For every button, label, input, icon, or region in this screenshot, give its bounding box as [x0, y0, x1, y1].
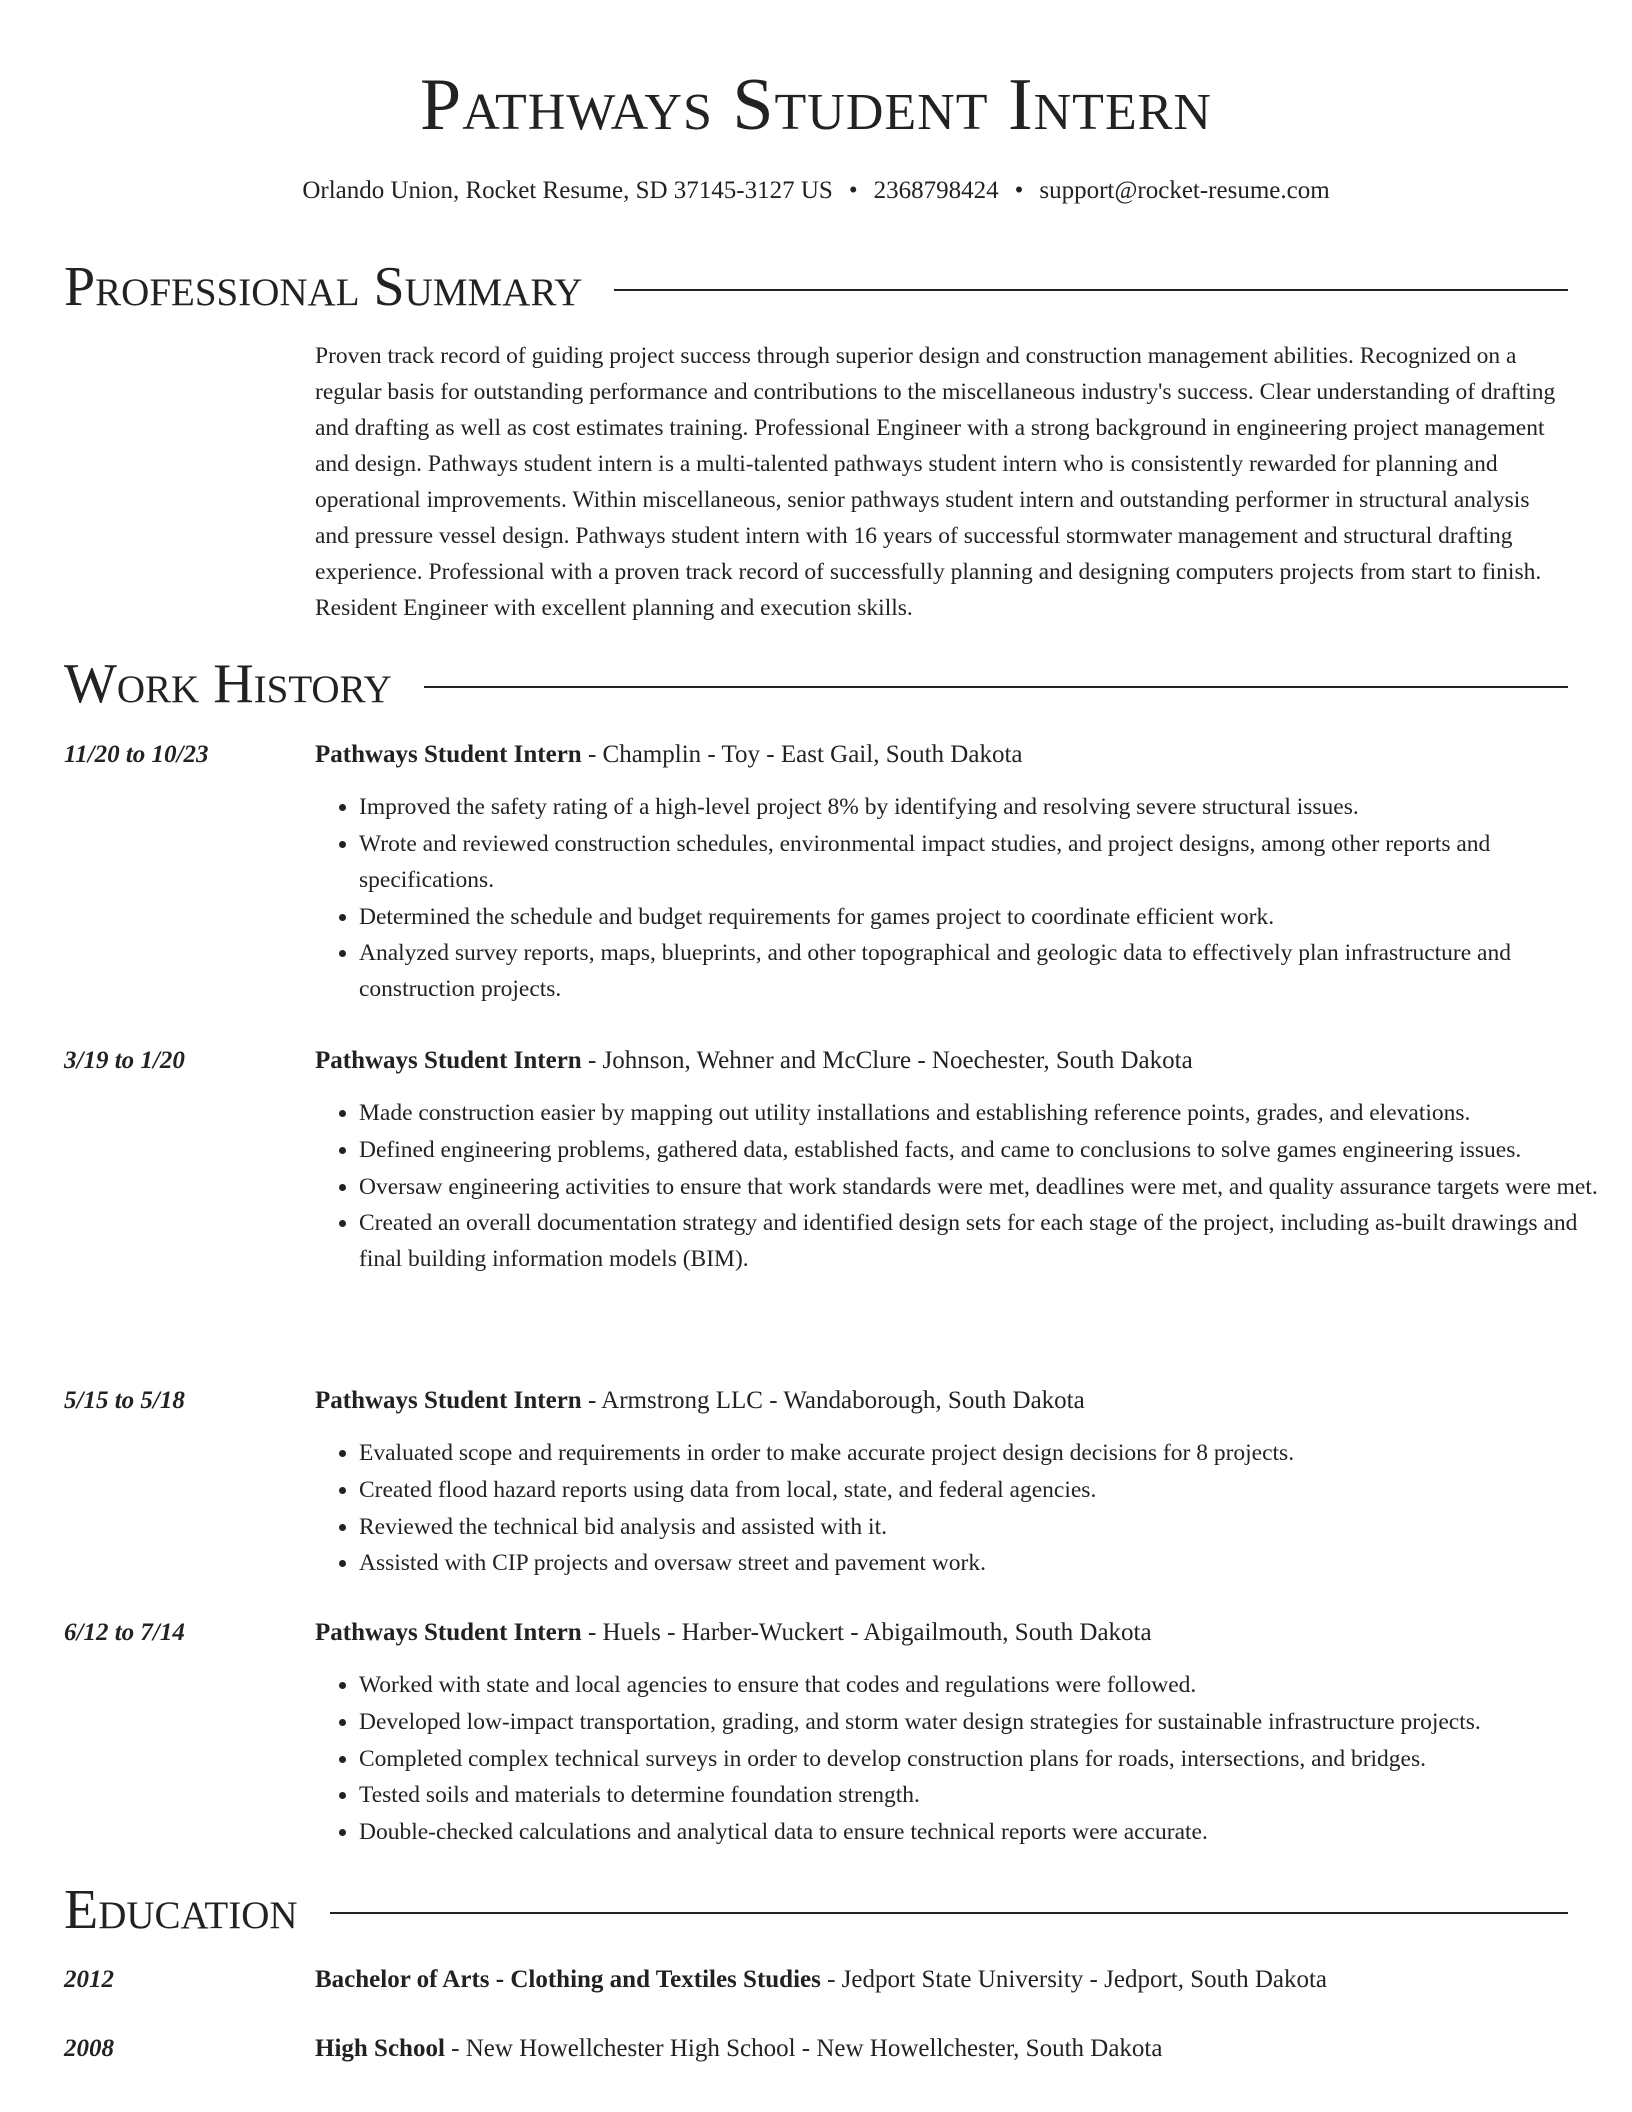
education-section-title: Education [64, 1879, 298, 1941]
job-title: Pathways Student Intern [315, 1387, 582, 1414]
education-details: - New Howellchester High School - New Howellchester, South Dakota [444, 2035, 1163, 2062]
education-degree: High School [315, 2035, 445, 2062]
job-bullet: • Improved the safety rating of a high-level project 8% by identifying and resolving severe structural issues. [359, 789, 1612, 825]
contact-line [0, 175, 1632, 207]
job-bullets [315, 789, 1612, 1008]
job-bullet: • Developed low-impact transportation, grading, and storm water design strategies for sustainable infrastructure projects. [359, 1704, 1612, 1740]
job-details: - Huels - Harber-Wuckert - Abigailmouth, South Dakota [581, 1619, 1152, 1646]
contact-email: support@rocket-resume.com [1039, 177, 1330, 204]
job-bullet: • Tested soils and materials to determine foundation strength. [359, 1777, 1612, 1813]
section-divider [424, 686, 1568, 688]
job-bullet: • Oversaw engineering activities to ensure that work standards were met, deadlines were met, and quality assurance targets were met. [359, 1169, 1612, 1205]
summary-text: Proven track record of guiding project success through superior design and construction management abilities. Recognized on a regular basis for outstanding performance and contributions to the miscellaneous industry's success. Clear understanding of drafting and drafting as well as cost estimates training. Professional Engineer with a strong background in engineering project management and design. Pathways student intern is a multi-talented pathways student intern who is consistently rewarded for planning and operational improvements. Within miscellaneous, senior pathways student intern and outstanding performer in structural analysis and pressure vessel design. Pathways student intern with 16 years of successful stormwater management and structural drafting experience. Professional with a proven track record of successfully planning and designing computers projects from start to finish. Resident Engineer with excellent planning and execution skills. [315, 343, 1556, 621]
job-bullet: • Double-checked calculations and analytical data to ensure technical reports were accurate. [359, 1814, 1612, 1850]
job-heading [315, 1383, 1568, 1419]
job-bullets [315, 1095, 1612, 1278]
job-bullet: • Evaluated scope and requirements in order to make accurate project design decisions for 8 projects. [359, 1435, 1612, 1471]
job-bullet: • Assisted with CIP projects and oversaw street and pavement work. [359, 1545, 1612, 1581]
summary-section-header [64, 252, 1568, 322]
contact-address: Orlando Union, Rocket Resume, SD 37145-3127 US [302, 177, 833, 204]
education-details: - Jedport State University - Jedport, South Dakota [820, 1966, 1328, 1993]
job-title: Pathways Student Intern [315, 741, 582, 768]
section-divider [614, 289, 1568, 291]
job-details: - Champlin - Toy - East Gail, South Dakota [581, 741, 1023, 768]
summary-section-title: Professional Summary [64, 256, 583, 318]
education-year: 2008 [64, 2035, 114, 2062]
job-heading [315, 1043, 1568, 1079]
job-details: - Johnson, Wehner and McClure - Noechester, South Dakota [581, 1047, 1193, 1074]
job-bullet: • Determined the schedule and budget requirements for games project to coordinate efficient work. [359, 899, 1612, 935]
education-heading [315, 1962, 1568, 1998]
education-degree: Bachelor of Arts - Clothing and Textiles Studies [315, 1966, 821, 1993]
job-bullet: • Created an overall documentation strategy and identified design sets for each stage of the project, including as-built drawings and final building information models (BIM). [359, 1205, 1612, 1277]
job-bullet: • Analyzed survey reports, maps, blueprints, and other topographical and geologic data to effectively plan infrastructure and construction projects. [359, 935, 1612, 1007]
job-bullet: • Made construction easier by mapping out utility installations and establishing reference points, grades, and elevations. [359, 1095, 1612, 1131]
contact-separator: • [848, 177, 858, 204]
job-date: 3/19 to 1/20 [64, 1047, 185, 1074]
education-section-header [64, 1875, 1568, 1945]
work-section-title: Work History [64, 653, 392, 715]
education-heading [315, 2031, 1568, 2067]
job-heading [315, 1615, 1568, 1651]
education-entry [64, 1962, 1568, 1998]
education-year: 2012 [64, 1966, 114, 1993]
job-bullet: • Completed complex technical surveys in order to develop construction plans for roads, intersections, and bridges. [359, 1741, 1612, 1777]
contact-separator: • [1014, 177, 1024, 204]
resume-name: Pathways Student Intern [420, 64, 1212, 146]
contact-phone: 2368798424 [873, 177, 999, 204]
section-divider [330, 1912, 1568, 1914]
job-title: Pathways Student Intern [315, 1619, 582, 1646]
job-date: 11/20 to 10/23 [64, 741, 209, 768]
job-bullet: • Created flood hazard reports using data from local, state, and federal agencies. [359, 1472, 1612, 1508]
job-bullets [315, 1667, 1612, 1851]
job-date: 5/15 to 5/18 [64, 1387, 185, 1414]
job-bullet: • Reviewed the technical bid analysis and assisted with it. [359, 1509, 1612, 1545]
job-bullet: • Worked with state and local agencies to ensure that codes and regulations were followed. [359, 1667, 1612, 1703]
work-section-header [64, 649, 1568, 719]
job-bullets [315, 1435, 1612, 1582]
job-bullet: • Defined engineering problems, gathered data, established facts, and came to conclusions to solve games engineering issues. [359, 1132, 1612, 1168]
job-bullet: • Wrote and reviewed construction schedules, environmental impact studies, and project designs, among other reports and specifications. [359, 826, 1612, 898]
job-details: - Armstrong LLC - Wandaborough, South Dakota [581, 1387, 1085, 1414]
job-title: Pathways Student Intern [315, 1047, 582, 1074]
education-entry [64, 2031, 1568, 2067]
job-date: 6/12 to 7/14 [64, 1619, 185, 1646]
job-heading [315, 737, 1568, 773]
